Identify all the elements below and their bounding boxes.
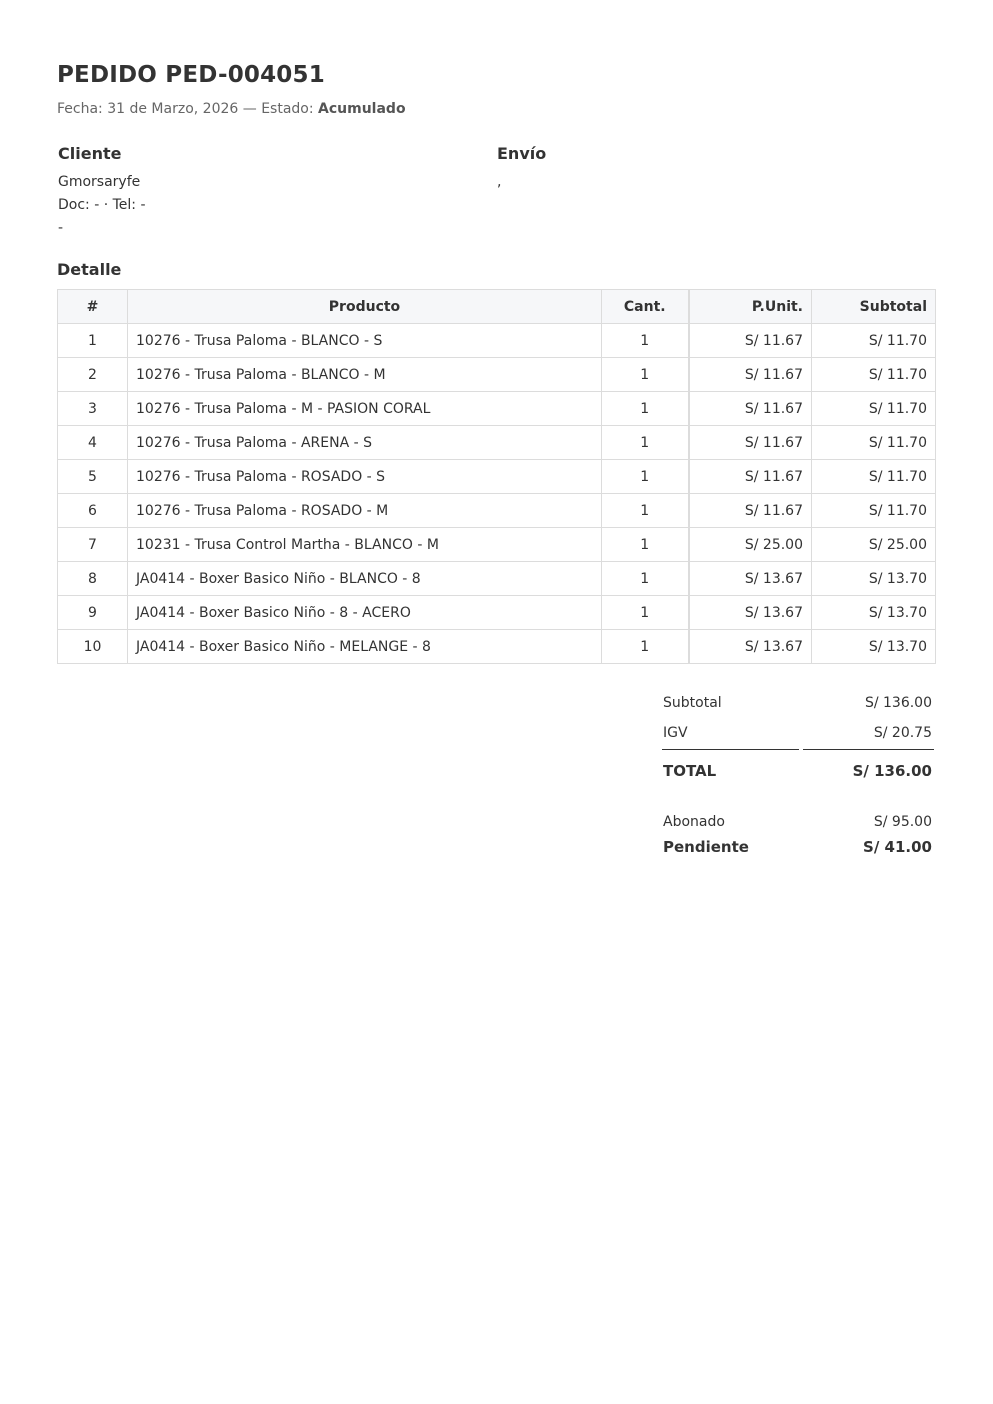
row-product: 10231 - Trusa Control Martha - BLANCO - M xyxy=(128,528,602,562)
totals-pending-row xyxy=(662,830,934,864)
table-row xyxy=(58,562,936,596)
row-unit-price: S/ 11.67 xyxy=(689,494,812,528)
client-heading: Cliente xyxy=(58,144,122,163)
row-quantity: 1 xyxy=(602,528,689,562)
row-subtotal: S/ 25.00 xyxy=(812,528,936,562)
row-unit-price: S/ 25.00 xyxy=(689,528,812,562)
table-row xyxy=(58,596,936,630)
row-number: 10 xyxy=(58,630,128,664)
pending-value: S/ 41.00 xyxy=(863,838,932,856)
row-product: 10276 - Trusa Paloma - BLANCO - S xyxy=(128,324,602,358)
row-number: 4 xyxy=(58,426,128,460)
shipping-address: , xyxy=(497,174,502,190)
table-row xyxy=(58,460,936,494)
igv-label: IGV xyxy=(663,725,688,741)
row-quantity: 1 xyxy=(602,324,689,358)
row-product: 10276 - Trusa Paloma - ARENA - S xyxy=(128,426,602,460)
row-number: 6 xyxy=(58,494,128,528)
table-header-row xyxy=(58,290,936,324)
row-product: 10276 - Trusa Paloma - ROSADO - S xyxy=(128,460,602,494)
row-subtotal: S/ 11.70 xyxy=(812,358,936,392)
subtotal-value: S/ 136.00 xyxy=(864,695,932,711)
row-number: 1 xyxy=(58,324,128,358)
totals-paid-row xyxy=(662,788,934,830)
row-quantity: 1 xyxy=(602,562,689,596)
page-title: PEDIDO PED-004051 xyxy=(57,62,325,88)
col-header-subtotal: Subtotal xyxy=(812,290,936,324)
row-unit-price: S/ 11.67 xyxy=(689,460,812,494)
row-quantity: 1 xyxy=(602,426,689,460)
row-subtotal: S/ 13.70 xyxy=(812,630,936,664)
row-unit-price: S/ 13.67 xyxy=(689,562,812,596)
row-number: 5 xyxy=(58,460,128,494)
total-label: TOTAL xyxy=(663,762,717,780)
igv-value: S/ 20.75 xyxy=(873,725,932,741)
totals-divider xyxy=(662,749,934,750)
row-number: 8 xyxy=(58,562,128,596)
row-product: JA0414 - Boxer Basico Niño - 8 - ACERO xyxy=(128,596,602,630)
row-subtotal: S/ 11.70 xyxy=(812,460,936,494)
order-status: Acumulado xyxy=(318,101,406,117)
table-row xyxy=(58,358,936,392)
row-subtotal: S/ 11.70 xyxy=(812,494,936,528)
items-table xyxy=(57,289,936,664)
row-unit-price: S/ 11.67 xyxy=(689,324,812,358)
detail-heading: Detalle xyxy=(57,260,122,279)
total-value: S/ 136.00 xyxy=(852,762,932,780)
row-unit-price: S/ 11.67 xyxy=(689,358,812,392)
row-unit-price: S/ 11.67 xyxy=(689,392,812,426)
shipping-heading: Envío xyxy=(497,144,547,163)
row-quantity: 1 xyxy=(602,392,689,426)
row-quantity: 1 xyxy=(602,630,689,664)
row-unit-price: S/ 11.67 xyxy=(689,426,812,460)
row-product: 10276 - Trusa Paloma - M - PASION CORAL xyxy=(128,392,602,426)
row-subtotal: S/ 13.70 xyxy=(812,562,936,596)
order-meta xyxy=(57,101,406,117)
row-product: JA0414 - Boxer Basico Niño - BLANCO - 8 xyxy=(128,562,602,596)
row-product: 10276 - Trusa Paloma - BLANCO - M xyxy=(128,358,602,392)
row-number: 7 xyxy=(58,528,128,562)
row-subtotal: S/ 11.70 xyxy=(812,426,936,460)
row-subtotal: S/ 11.70 xyxy=(812,324,936,358)
col-header-qty: Cant. xyxy=(602,290,689,324)
row-product: 10276 - Trusa Paloma - ROSADO - M xyxy=(128,494,602,528)
totals-block xyxy=(662,688,934,864)
paid-value: S/ 95.00 xyxy=(873,814,932,830)
row-subtotal: S/ 11.70 xyxy=(812,392,936,426)
row-number: 3 xyxy=(58,392,128,426)
table-row xyxy=(58,494,936,528)
row-unit-price: S/ 13.67 xyxy=(689,596,812,630)
row-number: 9 xyxy=(58,596,128,630)
row-number: 2 xyxy=(58,358,128,392)
row-quantity: 1 xyxy=(602,494,689,528)
col-header-product: Producto xyxy=(128,290,602,324)
subtotal-label: Subtotal xyxy=(663,695,722,711)
table-row xyxy=(58,324,936,358)
row-quantity: 1 xyxy=(602,460,689,494)
row-unit-price: S/ 13.67 xyxy=(689,630,812,664)
pending-label: Pendiente xyxy=(663,838,749,856)
row-quantity: 1 xyxy=(602,358,689,392)
table-row xyxy=(58,630,936,664)
row-subtotal: S/ 13.70 xyxy=(812,596,936,630)
client-address: - xyxy=(58,220,64,236)
col-header-number: # xyxy=(58,290,128,324)
col-header-unit-price: P.Unit. xyxy=(689,290,812,324)
row-quantity: 1 xyxy=(602,596,689,630)
row-product: JA0414 - Boxer Basico Niño - MELANGE - 8 xyxy=(128,630,602,664)
totals-total-row xyxy=(662,754,934,788)
order-date: Fecha: 31 de Marzo, 2026 — Estado: xyxy=(57,101,319,117)
table-row xyxy=(58,528,936,562)
totals-igv-row xyxy=(662,718,934,748)
totals-subtotal-row xyxy=(662,688,934,718)
client-name: Gmorsaryfe xyxy=(58,174,141,190)
client-doc-tel: Doc: - · Tel: - xyxy=(58,197,146,213)
table-row xyxy=(58,392,936,426)
paid-label: Abonado xyxy=(663,814,725,830)
table-row xyxy=(58,426,936,460)
